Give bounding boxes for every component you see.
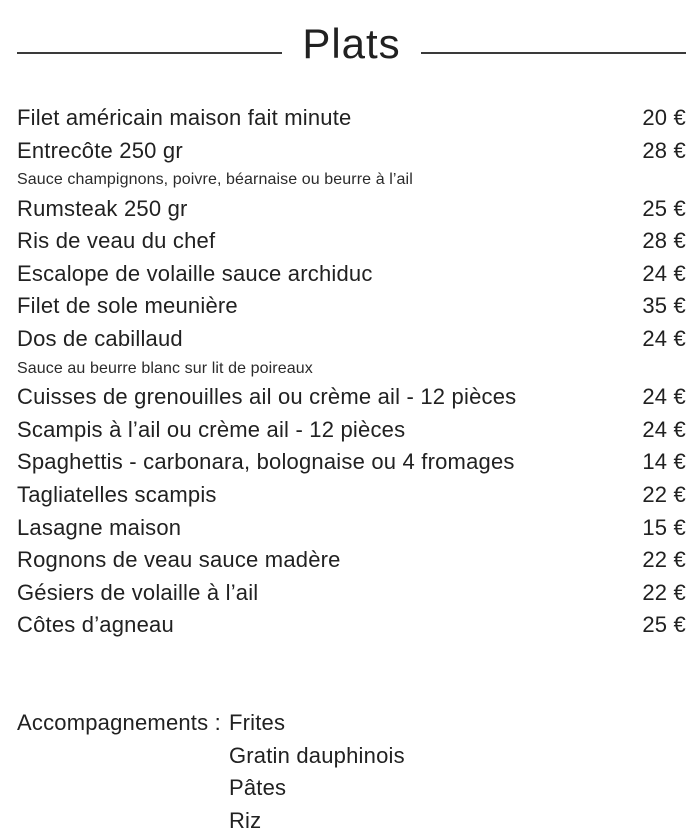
menu-item-row xyxy=(17,414,686,447)
header-rule-right xyxy=(421,52,686,54)
menu-item-name: Filet de sole meunière xyxy=(17,293,238,319)
menu-item-row xyxy=(17,258,686,291)
sides-section xyxy=(17,707,686,837)
menu-item-row xyxy=(17,135,686,168)
menu-item-name: Côtes d’agneau xyxy=(17,612,174,638)
menu-item-price: 14 € xyxy=(642,449,686,475)
menu-item-name: Escalope de volaille sauce archiduc xyxy=(17,260,373,286)
menu-item-name: Gésiers de volaille à l’ail xyxy=(17,579,259,605)
menu-item-row xyxy=(17,479,686,512)
menu-item-name: Rognons de veau sauce madère xyxy=(17,547,341,573)
sides-item: Gratin dauphinois xyxy=(228,742,405,768)
menu-item-name: Rumsteak 250 gr xyxy=(17,195,188,221)
menu-item-row xyxy=(17,102,686,135)
sides-item-list xyxy=(229,707,405,837)
menu-item-name: Spaghettis - carbonara, bolognaise ou 4 fromages xyxy=(17,449,515,475)
menu-item-name: Cuisses de grenouilles ail ou crème ail - 12 pièces xyxy=(17,384,517,410)
menu-item-price: 24 € xyxy=(642,260,686,286)
page-title: Plats xyxy=(302,20,401,67)
menu-item-price: 22 € xyxy=(642,481,686,507)
menu-item-name: Filet américain maison fait minute xyxy=(17,105,352,130)
menu-item-row xyxy=(17,193,686,226)
menu-item-description: Sauce champignons, poivre, béarnaise ou beurre à l’ail xyxy=(17,171,413,189)
menu-item-price: 24 € xyxy=(642,416,686,442)
header-rule-left xyxy=(17,52,282,54)
menu-item-row xyxy=(17,446,686,479)
menu-item-price: 20 € xyxy=(642,105,686,130)
menu-item-price: 22 € xyxy=(642,579,686,605)
sides-item: Riz xyxy=(228,807,262,833)
menu-item-row xyxy=(17,290,686,323)
menu-list xyxy=(17,102,686,642)
sides-label: Accompagnements : xyxy=(17,709,221,735)
menu-item-row xyxy=(17,577,686,610)
menu-item-name: Entrecôte 250 gr xyxy=(17,137,183,163)
menu-item-row xyxy=(17,225,686,258)
menu-item-price: 28 € xyxy=(642,228,686,254)
menu-item-price: 24 € xyxy=(642,384,686,410)
menu-item-price: 15 € xyxy=(642,514,686,540)
menu-item-name: Lasagne maison xyxy=(17,514,182,540)
menu-item-row xyxy=(17,544,686,577)
menu-header xyxy=(17,16,686,72)
menu-item-row xyxy=(17,323,686,356)
menu-item-price: 28 € xyxy=(642,137,686,163)
menu-item-row xyxy=(17,381,686,414)
menu-item-name: Ris de veau du chef xyxy=(17,228,216,254)
menu-item-description: Sauce au beurre blanc sur lit de poireaux xyxy=(17,359,313,377)
sides-item: Pâtes xyxy=(228,775,287,801)
menu-item-price: 35 € xyxy=(642,293,686,319)
menu-item-price: 22 € xyxy=(642,547,686,573)
sides-item: Frites xyxy=(228,709,286,735)
menu-item-price: 25 € xyxy=(642,195,686,221)
menu-item-name: Tagliatelles scampis xyxy=(17,481,217,507)
menu-item-row xyxy=(17,512,686,545)
menu-item-name: Dos de cabillaud xyxy=(17,326,183,352)
menu-item-price: 24 € xyxy=(642,326,686,352)
menu-item-price: 25 € xyxy=(642,612,686,638)
menu-item-row xyxy=(17,609,686,642)
menu-item-name: Scampis à l’ail ou crème ail - 12 pièces xyxy=(17,416,406,442)
